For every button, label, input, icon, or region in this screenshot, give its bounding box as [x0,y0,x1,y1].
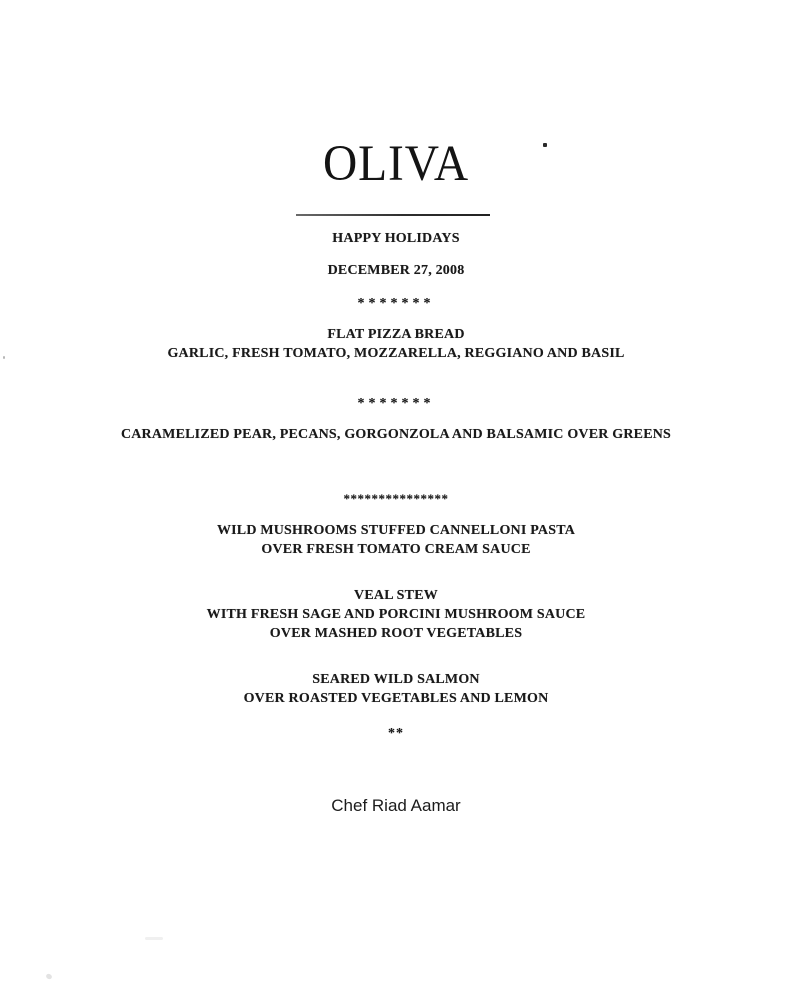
course-appetizer-pizza [0,325,792,363]
course-line: FLAT PIZZA BREAD [327,327,465,342]
course-line: OVER ROASTED VEGETABLES AND LEMON [243,691,549,706]
course-line: CARAMELIZED PEAR, PECANS, GORGONZOLA AND BALSAMIC OVER GREENS [120,427,672,442]
occasion-text: HAPPY HOLIDAYS [332,231,460,246]
restaurant-name: OLIVA [322,136,470,192]
course-salmon [0,670,792,708]
scan-speck-bottom-left [45,973,53,980]
course-pasta [0,521,792,559]
course-line: OVER FRESH TOMATO CREAM SAUCE [261,542,531,557]
scan-smudge-bottom [145,937,163,940]
star-divider-4: ** [388,726,404,741]
star-divider-1: ******* [357,296,435,311]
chef-signature: Chef Riad Aamar [331,796,461,815]
course-line: VEAL STEW [354,588,438,603]
course-line: WITH FRESH SAGE AND PORCINI MUSHROOM SAUCE [206,607,586,622]
course-veal [0,586,792,643]
course-line: OVER MASHED ROOT VEGETABLES [269,626,523,641]
course-line: GARLIC, FRESH TOMATO, MOZZARELLA, REGGIANO AND BASIL [167,346,625,361]
course-salad [0,425,792,444]
course-line: SEARED WILD SALMON [312,672,480,687]
star-divider-3: *************** [343,491,449,506]
menu-date: DECEMBER 27, 2008 [327,263,465,278]
star-divider-2: ******* [357,396,435,411]
course-line: WILD MUSHROOMS STUFFED CANNELLONI PASTA [216,523,576,538]
title-underline [296,214,490,216]
